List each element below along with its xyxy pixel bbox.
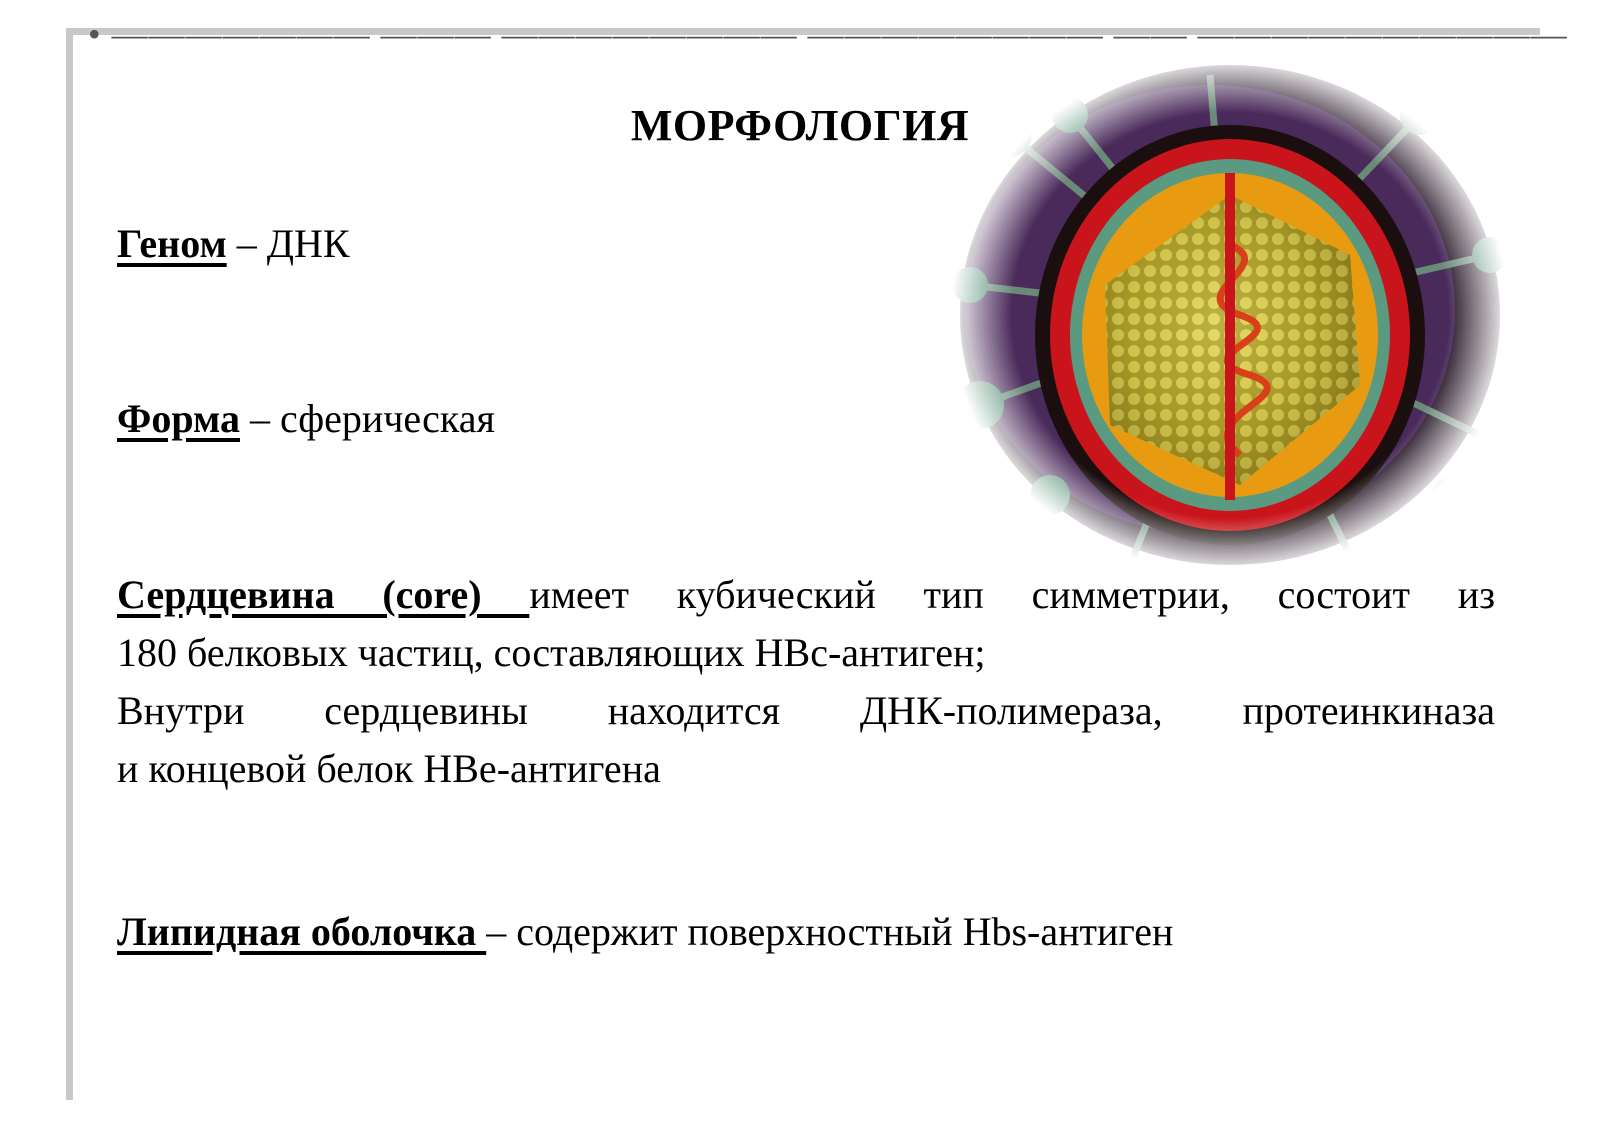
lipid-term: Липидная оболочка bbox=[117, 909, 487, 954]
shape-line bbox=[117, 395, 495, 442]
core-line-1 bbox=[117, 566, 1495, 624]
lipid-line bbox=[117, 908, 1173, 955]
core-paragraph bbox=[117, 566, 1495, 798]
page-title: МОРФОЛОГИЯ bbox=[630, 101, 970, 150]
genome-line bbox=[117, 220, 350, 267]
frame-left-border bbox=[66, 28, 73, 1100]
genome-term: Геном bbox=[117, 221, 227, 266]
virus-illustration bbox=[950, 55, 1510, 575]
shape-term: Форма bbox=[117, 396, 240, 441]
genome-description: – ДНК bbox=[226, 221, 350, 266]
shape-description: – сферическая bbox=[239, 396, 495, 441]
core-term: Сердцевина (core) bbox=[117, 572, 530, 617]
lipid-description: – содержит поверхностный Hbs-антиген bbox=[486, 909, 1174, 954]
core-line-1-text: имеет кубический тип симметрии, состоит из bbox=[529, 572, 1495, 617]
core-line-4: и концевой белок HBe-антигена bbox=[117, 746, 661, 791]
core-line-2: 180 белковых частиц, составляющих HBc-антиген; bbox=[117, 630, 986, 675]
cut-off-text-line: • ——————— ——— ———————— ———————— —— —————————— bbox=[88, 14, 1568, 54]
core-line-3: Внутри сердцевины находится ДНК-полимераза, протеинкиназа bbox=[117, 688, 1495, 733]
